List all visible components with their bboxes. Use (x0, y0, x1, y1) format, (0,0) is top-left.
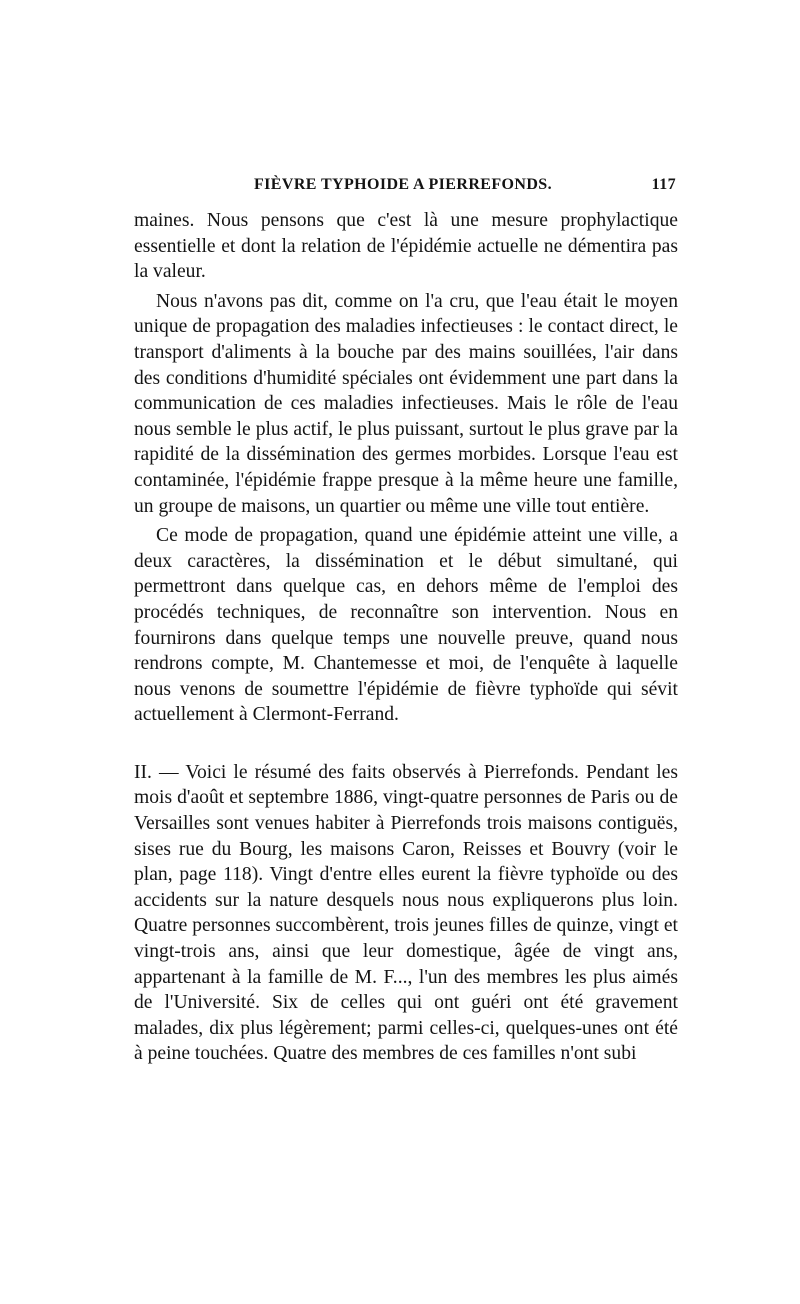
paragraph-water-role: Nous n'avons pas dit, comme on l'a cru, que l'eau était le moyen unique de propagation des maladies infectieuses : le contact direct, le transport d'aliments à la bouche par des mains souillées, l'air dans des conditions d'humidité spéciales ont évidemment une part dans la communication de ces maladies infectieuses. Mais le rôle de l'eau nous semble le plus actif, le plus puissant, surtout le plus grave par la rapidité de la dissémination des germes morbides. Lorsque l'eau est contaminée, l'épidémie frappe presque à la même heure une famille, un groupe de maisons, un quartier ou même une ville tout entière. (134, 290, 678, 517)
running-head (134, 172, 678, 202)
paragraph-section-ii: II. — Voici le résumé des faits observés à Pierrefonds. Pendant les mois d'août et septembre 1886, vingt-quatre personnes de Paris ou de Versailles sont venues habiter à Pierrefonds trois maisons contiguës, sises rue du Bourg, les maisons Caron, Reisses et Bouvry (voir le plan, page 118). Vingt d'entre elles eurent la fièvre typhoïde ou des accidents sur la nature desquels nous nous expliquerons plus loin. Quatre personnes succombèrent, trois jeunes filles de quinze, vingt et vingt-trois ans, ainsi que leur domestique, âgée de vingt ans, appartenant à la famille de M. F..., l'un des membres les plus aimés de l'Université. Six de celles qui ont guéri ont été gravement malades, dix plus légèrement; parmi celles-ci, quelques-unes ont été à peine touchées. Quatre des membres de ces familles n'ont subi (134, 761, 678, 1065)
page-number: 117 (651, 176, 676, 193)
book-page (134, 172, 678, 1067)
paragraph-propagation-mode: Ce mode de propagation, quand une épidémie atteint une ville, a deux caractères, la dissémination et le début simultané, qui permettront dans quelque cas, en dehors même de l'emploi des procédés techniques, de reconnaître son intervention. Nous en fournirons dans quelque temps une nouvelle preuve, quand nous rendrons compte, M. Chantemesse et moi, de l'enquête à laquelle nous venons de soumettre l'épidémie de fièvre typhoïde qui sévit actuellement à Clermont-Ferrand. (134, 525, 678, 726)
paragraph-continuation: maines. Nous pensons que c'est là une mesure prophylactique essentielle et dont la relation de l'épidémie actuelle ne démentira pas la valeur. (134, 210, 678, 283)
running-title: FIÈVRE TYPHOIDE A PIERREFONDS. (254, 176, 552, 193)
